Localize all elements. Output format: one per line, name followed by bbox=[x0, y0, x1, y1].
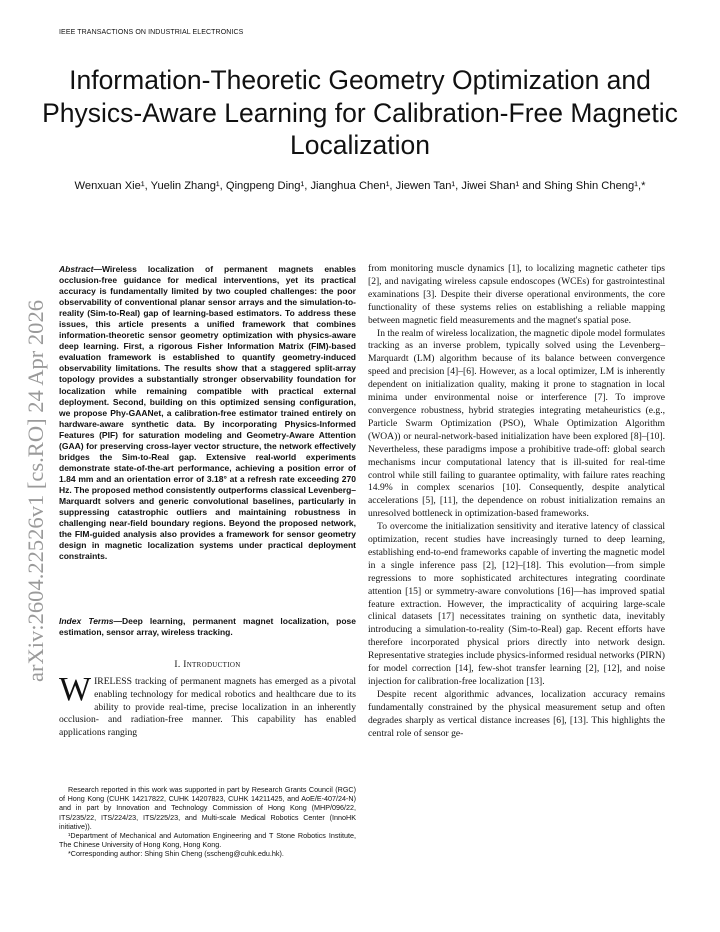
paper-title: Information-Theoretic Geometry Optimization and Physics-Aware Learning for Calibration-Free Magnetic Localization bbox=[42, 65, 678, 160]
section-heading-introduction: I. Introduction bbox=[174, 660, 241, 670]
body-paragraph: To overcome the initialization sensitivity and iterative latency of classical optimization, recent studies have increasingly turned to deep learning, establishing end-to-end frameworks capable of inverting the magnetic model in a single inference pass [2], [12]–[18]. This evolution—from simple regressions to more sophisticated architectures integrating coordinate attention [15] or symmetry-aware convolutions [16]—has improved spatial feature extraction. However, the impracticality of acquiring large-scale clinical datasets [17] necessitates training on synthetic data, inevitably introducing a simulation-to-reality (Sim-to-Real) gap. Recent efforts have therefore incorporated physical priors directly into network design. Representative strategies include physics-informed residual networks (PIRN) for model correction [14], few-shot transfer learning [2], [12], and noise injection for calibration-free localization [13]. bbox=[368, 521, 665, 687]
right-column-body bbox=[368, 263, 665, 741]
body-paragraph: Despite recent algorithmic advances, localization accuracy remains fundamentally constrained by the physical measurement setup and often degrades sharply as vertical distance increases [6], [13]. This highlights the central role of sensor ge- bbox=[368, 688, 665, 739]
abstract-lead: Abstract bbox=[59, 264, 94, 274]
footnote-corresponding: *Corresponding author: Shing Shin Cheng (sscheng@cuhk.edu.hk). bbox=[68, 849, 284, 859]
abstract-text: —Wireless localization of permanent magnets enables occlusion-free guidance for medical interventions, yet its practical accuracy is fundamentally limited by two coupled challenges: the poor observability of conventional planar sensor arrays and the simulation-to-reality (Sim-to-Real) gap of learning-based estimators. To address these issues, this article presents a unified framework that combines information-theoretic sensor geometry optimization with physics-aware deep learning. First, a rigorous Fisher Information Matrix (FIM)-based evaluation framework is established to quantify geometry-induced observability limitations. The results show that a staggered split-array topology provides a substantially stronger observability foundation for localization while remaining compatible with practical external deployment. Second, building on this optimized sensing configuration, we propose Phy-GAANet, a calibration-free estimator trained entirely on hardware-aware synthetic data. By incorporating Physics-Informed Features (PIF) for saturation modeling and Geometry-Aware Attention (GAA) for preserving cross-layer vector structure, the network effectively bridges the Sim-to-Real gap. Extensive real-world experiments demonstrate state-of-the-art performance, achieving a position error of 1.84 mm and an orientation error of 3.18° at a refresh rate exceeding 270 Hz. The proposed method consistently outperforms classical Levenberg–Marquardt solvers and generic convolutional baselines, particularly in suppressing catastrophic outliers and maintaining robustness in challenging near-field boundary regions. Beyond the proposed network, the FIM-guided analysis also provides a framework for sensor geometry design in magnetic localization systems under practical deployment constraints. bbox=[59, 264, 356, 562]
arxiv-stamp-text: arXiv:2604.22526v1 [cs.RO] 24 Apr 2026 bbox=[23, 309, 48, 682]
drop-cap: W bbox=[59, 671, 92, 708]
footnote-affiliation: ¹Department of Mechanical and Automation Engineering and T Stone Robotics Institute, The Chinese University of Hong Kong, Hong Kong. bbox=[59, 831, 356, 850]
journal-header: IEEE TRANSACTIONS ON INDUSTRIAL ELECTRONICS bbox=[59, 29, 244, 36]
abstract bbox=[59, 264, 356, 562]
author-list: Wenxuan Xie¹, Yuelin Zhang¹, Qingpeng Ding¹, Jianghua Chen¹, Jiewen Tan¹, Jiwei Shan¹ and Shing Shin Cheng¹,* bbox=[74, 180, 646, 192]
footnotes bbox=[59, 785, 356, 859]
body-paragraph: In the realm of wireless localization, the magnetic dipole model formulates tracking as an inverse problem, typically solved using the Levenberg–Marquardt (LM) algorithm because of its balance between convergence speed and precision [4]–[6]. However, as a local optimizer, LM is inherently dependent on initialization quality, making it prone to stagnation in local minima under environmental noise or interference [7]. To improve convergence robustness, hybrid strategies integrating metaheuristics (e.g., Particle Swarm Optimization (PSO), Whale Optimization Algorithm (WOA)) or neural-network-based initialization have been explored [8]–[10]. Nevertheless, these paradigms impose a prohibitive trade-off: global search mechanisms incur computational latency that is ill-suited for real-time control while still failing to guarantee optimality, with failure rates reaching 14.9% in complex scenarios [10]. Consequently, despite analytical accelerations [5], [11], the dependence on robust initialization remains an unresolved bottleneck in optimization-based frameworks. bbox=[368, 327, 665, 520]
index-terms-text: —Deep learning, permanent magnet localization, pose estimation, sensor array, wireless tracking. bbox=[59, 616, 357, 638]
index-terms bbox=[59, 616, 356, 638]
intro-paragraph bbox=[59, 671, 356, 740]
index-terms-lead: Index Terms bbox=[59, 616, 114, 626]
arxiv-stamp bbox=[5, 290, 65, 690]
footnote-funding: Research reported in this work was supported in part by Research Grants Council (RGC) of Hong Kong (CUHK 14217822, CUHK 14207823, CUHK 14211425, and AoE/E-407/24-N) and in part by Innovation and Technology Commission of Hong Kong (MHP/096/22, ITS/235/22, ITS/224/23, ITS/225/23, and Multi-scale Medical Robotics Center (InnoHK initiative)). bbox=[59, 785, 356, 831]
body-paragraph: from monitoring muscle dynamics [1], to localizing magnetic catheter tips [2], and navigating wireless capsule endoscopes (WCEs) for gastrointestinal examinations [3]. Despite their diverse operational environments, the core functionality of these systems relies on establishing a reliable mapping between magnetic field measurements and the magnet's spatial pose. bbox=[368, 263, 665, 326]
intro-text: IRELESS tracking of permanent magnets has emerged as a pivotal enabling technology for medical robotics and healthcare due to its ability to provide real-time, precise localization in an inherently occlusion- and radiation-free manner. This capability has enabled applications ranging bbox=[59, 676, 356, 739]
